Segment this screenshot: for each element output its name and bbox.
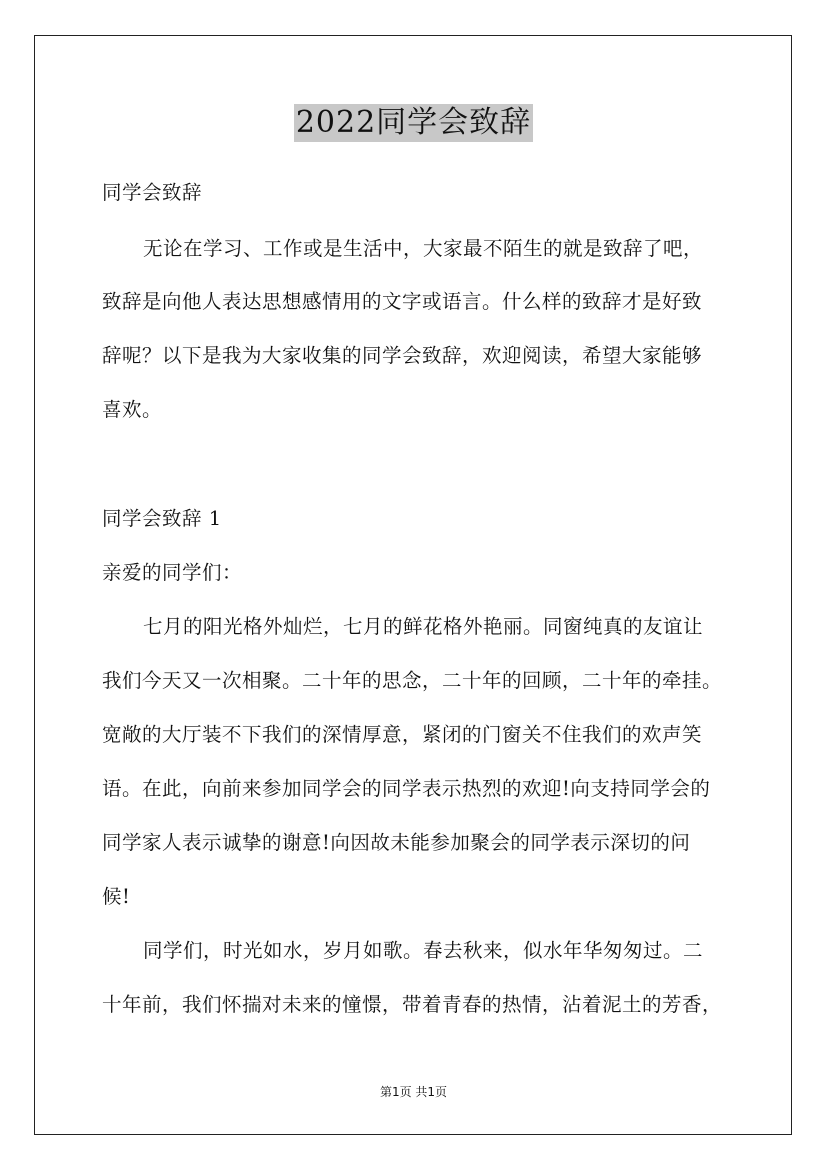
paragraph-line: 七月的阳光格外灿烂，七月的鲜花格外艳丽。同窗纯真的友谊让	[143, 615, 704, 638]
section-heading: 同学会致辞 1	[102, 507, 222, 530]
paragraph-line: 宽敞的大厅装不下我们的深情厚意，紧闭的门窗关不住我们的欢声笑	[102, 723, 703, 746]
page-footer: 第1页 共1页	[379, 1085, 448, 1099]
paragraph-line: 同学家人表示诚挚的谢意!向因故未能参加聚会的同学表示深切的问	[102, 831, 691, 854]
paragraph-line: 辞呢？以下是我为大家收集的同学会致辞，欢迎阅读，希望大家能够	[102, 344, 703, 367]
paragraph-line: 语。在此，向前来参加同学会的同学表示热烈的欢迎!向支持同学会的	[102, 777, 711, 800]
paragraph-line: 我们今天又一次相聚。二十年的思念，二十年的回顾，二十年的牵挂。	[102, 669, 723, 692]
title-container	[0, 104, 827, 142]
salutation: 亲爱的同学们：	[102, 561, 243, 584]
paragraph-line: 同学们，时光如水，岁月如歌。春去秋来，似水年华匆匆过。二	[143, 939, 704, 962]
document-title: 2022同学会致辞	[295, 105, 532, 140]
paragraph-line: 十年前，我们怀揣对未来的憧憬，带着青春的热情，沾着泥土的芳香，	[102, 993, 723, 1016]
paragraph-line: 无论在学习、工作或是生活中，大家最不陌生的就是致辞了吧，	[143, 237, 704, 260]
intro-heading: 同学会致辞	[102, 181, 203, 204]
paragraph-line: 喜欢。	[102, 398, 163, 421]
paragraph-line: 候!	[102, 885, 131, 908]
paragraph-line: 致辞是向他人表达思想感情用的文字或语言。什么样的致辞才是好致	[102, 290, 703, 313]
